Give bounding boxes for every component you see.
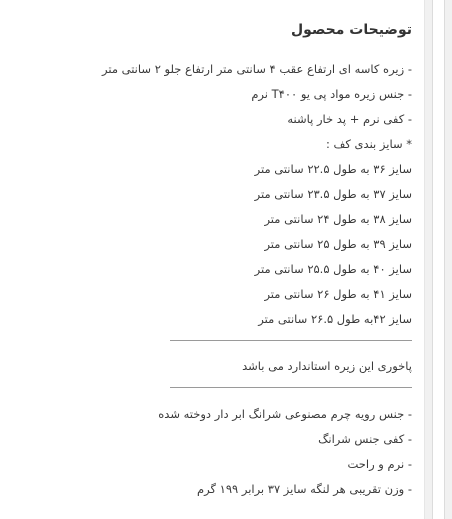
fit-note: پاخوری این زیره استاندارد می باشد: [242, 359, 412, 373]
vertical-scrollbar[interactable]: [424, 0, 452, 519]
size-row-39: سایز ۳۹ به طول ۲۵ سانتی متر: [264, 237, 412, 251]
detail-line-size-heading: * سایز بندی کف :: [325, 137, 412, 151]
size-row-36: سایز ۳۶ به طول ۲۲.۵ سانتی متر: [254, 162, 412, 176]
size-row-40: سایز ۴۰ به طول ۲۵.۵ سانتی متر: [254, 262, 412, 276]
feature-line-weight: - وزن تقریبی هر لنگه سایز ۳۷ برابر ۱۹۹ گرم: [197, 482, 412, 496]
size-row-37: سایز ۳۷ به طول ۲۳.۵ سانتی متر: [254, 187, 412, 201]
feature-line-insole: - کفی جنس شرانگ: [318, 432, 412, 446]
size-row-41: سایز ۴۱ به طول ۲۶ سانتی متر: [264, 287, 412, 301]
detail-line-sole-material: - جنس زیره مواد پی یو T۴۰۰ نرم: [251, 87, 412, 101]
scrollbar-thumb[interactable]: [432, 0, 445, 519]
detail-line-heel-height: - زیره کاسه ای ارتفاع عقب ۴ سانتی متر ارتفاع جلو ۲ سانتی متر: [102, 62, 412, 76]
size-row-42: سایز ۴۲به طول ۲۶.۵ سانتی متر: [258, 312, 412, 326]
size-row-38: سایز ۳۸ به طول ۲۴ سانتی متر: [264, 212, 412, 226]
feature-line-comfort: - نرم و راحت: [347, 457, 412, 471]
divider-top: [170, 340, 412, 341]
section-title: توضیحات محصول: [290, 22, 412, 38]
divider-bottom: [170, 387, 412, 388]
feature-line-upper: - جنس رویه چرم مصنوعی شرانگ ابر دار دوخته شده: [158, 407, 412, 421]
detail-line-insole: - کفی نرم + پد خار پاشنه: [287, 112, 412, 126]
